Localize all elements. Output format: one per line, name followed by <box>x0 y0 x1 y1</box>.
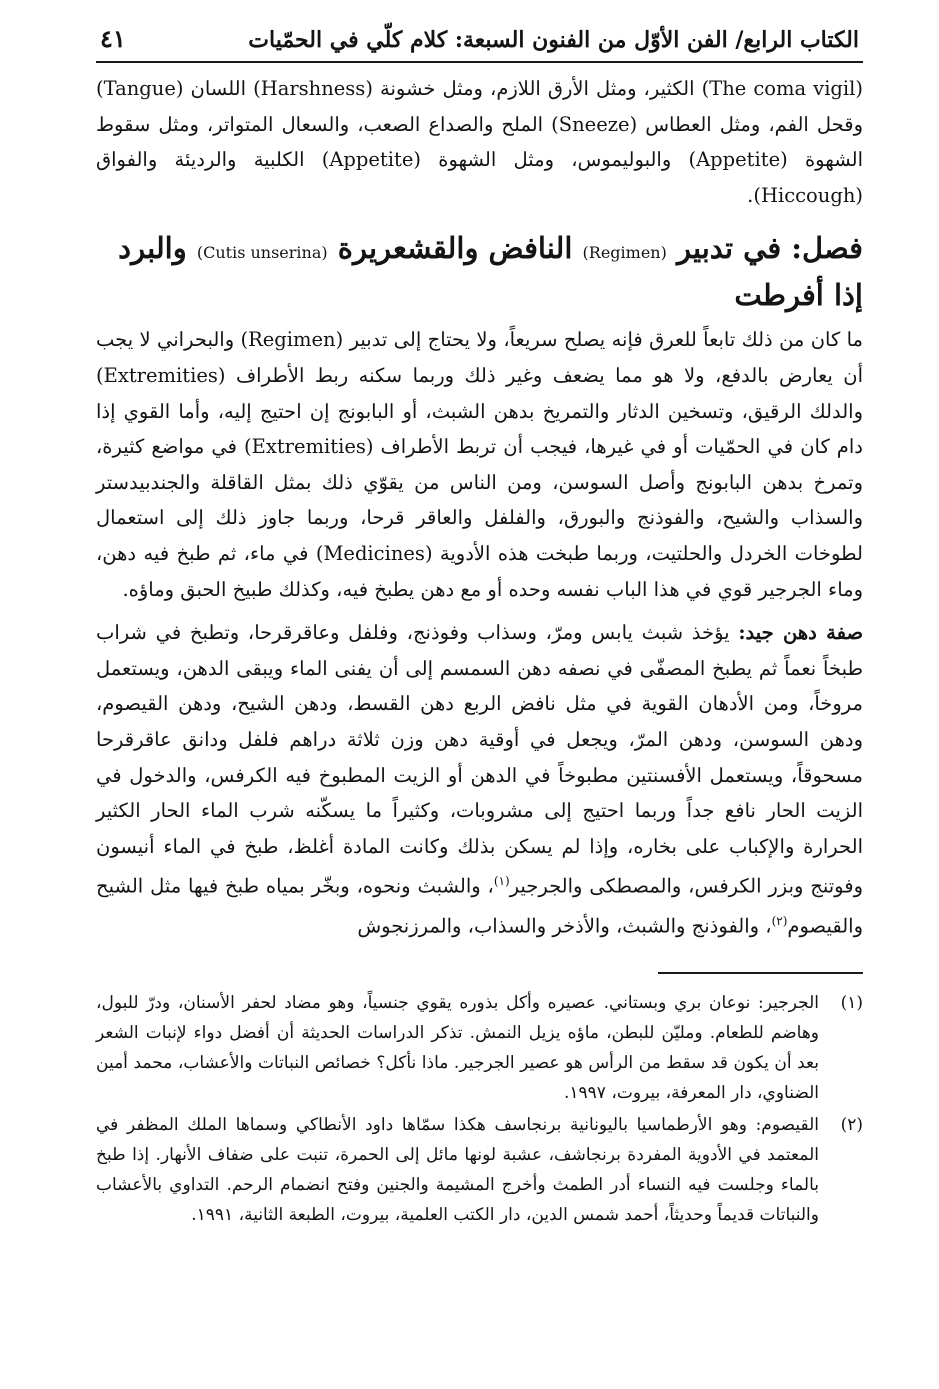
footnote-text: الجرجير: نوعان بري وبستاني. عصيره وأكل بذوره يقوي جنسياً، وهو مضاد لحفر الأسنان، ودرّ للبول، وهاضم للطعام. ومليّن للبطن، ماؤه يزيل النمش. تذكر الدراسات الحديثة أن أفضل دواء لإنبات الشعر بعد أن يكون قد سقط من الرأس هو عصير الجرجير. ماذا نأكل؟ خصائص النباتات والأعشاب، محمد أمين الضناوي، دار المعرفة، بيروت، ١٩٩٧. <box>96 993 819 1104</box>
heading-suffix: والبرد إذا أفرطت <box>118 231 863 313</box>
recipe-text-1: يؤخذ شبث يابس ومرّ، وسذاب وفوذنج، وفلفل وعاقرقرحا، وتطبخ في شراب طبخاً نعماً ثم يطبخ المصفّى في نصفه دهن السمسم إلى أن يفنى الماء ويبقى الدهن، ويستعمل مروخاً، ومن الأدهان القوية في مثل نافض الربع دهن القسط، ودهن الشيح، ودهن القيصوم، ودهن السوسن، ودهن المرّ، ويجعل في أوقية دهن وزن ثلاثة دراهم فلفل ودانق عاقرقرحا مسحوقاً، ويستعمل الأفسنتين مطبوخاً في الدهن أو الزيت المطبوخ فيه الكرفس، والدخول في الزيت الحار نافع جداً وربما احتيج إلى مشروبات، وكثيراً ما يسكّنه شرب الماء الحار الكثير الحرارة والإكباب على بخاره، وإذا لم يسكن بذلك وكانت المادة أغلظ، طبخ في الماء أنيسون وفوتنج وبزر الكرفس، والمصطكى والجرجير <box>96 621 863 898</box>
footnote-divider <box>658 972 863 974</box>
paragraph-oil-recipe <box>96 615 863 944</box>
paragraph-treatment: ما كان من ذلك تابعاً للعرق فإنه يصلح سريعاً، ولا يحتاج إلى تدبير (Regimen) والبحراني لا يجب أن يعارض بالدفع، ولا هو مما يضعف وغير ذلك وربما سكنه ربط الأطراف (Extremities) والدلك الرقيق، وتسخين الدثار والتمريخ بدهن الشبث، أو البابونج إن احتيج إليه، وأما القوي إذا دام كان في الحمّيات أو في غيرها، فيجب أن تربط الأطراف (Extremities) في مواضع كثيرة، وتمرخ بدهن البابونج وأصل السوسن، ومن الناس من يقوّي ذلك بمثل القاقلة والجندبيدستر والسذاب والشيح، والفوذنج والبورق، والفلفل والعاقر قرحا، وربما جاوز ذلك إلى استعمال لطوخات الخردل والحلتيت، وربما طبخت هذه الأدوية (Medicines) في ماء، ثم طبخ فيه دهن، وماء الجرجير قوي في هذا الباب نفسه وحده أو مع دهن يطبخ فيه، وكذلك طبيخ الحبق وماؤه. <box>96 328 864 601</box>
heading-regimen-en: (Regimen) <box>582 243 667 263</box>
footnote-1 <box>96 988 863 1108</box>
recipe-text-3: ، والفوذنج والشبث، والأذخر والسذاب، والمرزنجوش <box>357 914 772 938</box>
recipe-text-2: ، والشبث ونحوه، وبخّر بمياه طبخ فيها مثل الشيح والقيصوم <box>96 874 863 938</box>
page-number: ٤١ <box>100 24 126 53</box>
footnote-ref-2[interactable]: (٢) <box>771 914 788 929</box>
footnotes <box>96 988 863 1230</box>
paragraph-symptoms: (The coma vigil) الكثير، ومثل الأرق اللازم، ومثل خشونة (Harshness) اللسان (Tangue) وقحل الفم، ومثل العطاس (Sneeze) الملح والصداع الصعب، والسعال المتواتر، ومثل سقوط الشهوة (Appetite) والبوليموس، ومثل الشهوة (Appetite) الكلبية والرديئة والفواق (Hiccough). <box>96 77 863 207</box>
footnote-number: (٢) <box>840 1115 863 1136</box>
footnote-text: القيصوم: وهو الأرطماسيا باليونانية برنجاسف هكذا سمّاها داود الأنطاكي وسماها الملك المظفر في المعتمد في الأدوية المفردة برنجاشف، عشبة لونها مائل إلى الحمرة، تنبت على ضفاف الأنهار. إذا طبخ بالماء وجلست فيه النساء أدر الطمث وأخرج المشيمة والجنين وفتح انضمام الرحم. التداوي بالأعشاب والنباتات قديماً وحديثاً، أحمد شمس الدين، دار الكتب العلمية، بيروت، الطبعة الثانية، ١٩٩١. <box>96 1115 819 1226</box>
footnote-number: (١) <box>840 993 863 1014</box>
footnote-2 <box>96 1110 863 1230</box>
section-heading <box>96 227 863 316</box>
running-title: الكتاب الرابع/ الفن الأوّل من الفنون السبعة: كلام كلّي في الحمّيات <box>248 27 859 53</box>
running-header <box>96 24 863 63</box>
heading-prefix: فصل: في تدبير <box>676 231 863 266</box>
heading-cutis-en: (Cutis unserina) <box>196 243 328 263</box>
recipe-lead: صفة دهن جيد: <box>738 621 864 645</box>
footnote-ref-1[interactable]: (١) <box>493 874 510 889</box>
heading-mid: النافض والقشعريرة <box>337 231 573 266</box>
